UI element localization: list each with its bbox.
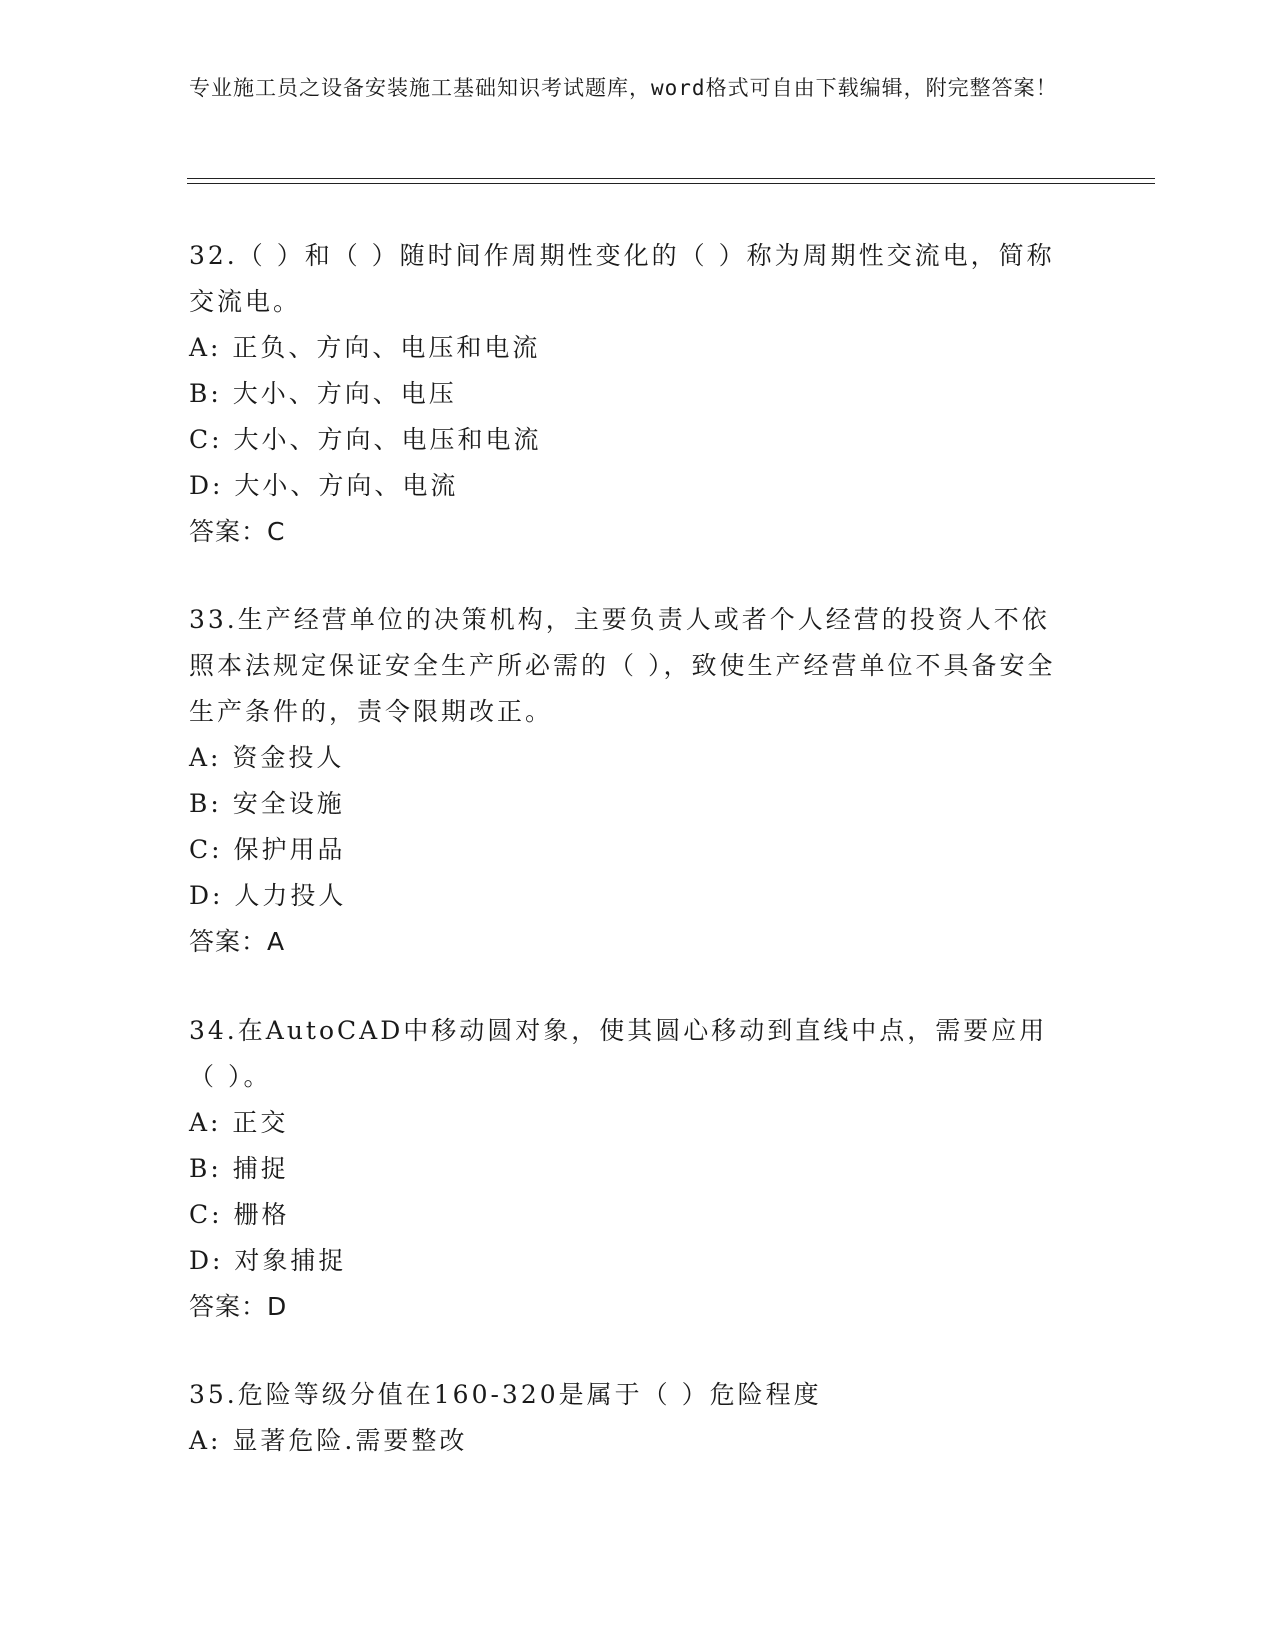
option-d: D: 人力投人 [189, 881, 347, 910]
question-stem: 33.生产经营单位的决策机构，主要负责人或者个人经营的投资人不依照本法规定保证安全生产所必需的（ ），致使生产经营单位不具备安全生产条件的，责令限期改正。 [189, 605, 1056, 726]
question-34 [189, 1008, 1069, 1330]
header-divider-top [187, 178, 1155, 179]
option-b: B: 安全设施 [189, 789, 345, 818]
option-c: C: 保护用品 [189, 835, 346, 864]
question-33 [189, 597, 1069, 965]
option-a: A: 资金投人 [189, 743, 345, 772]
document-header: 专业施工员之设备安装施工基础知识考试题库，word格式可自由下载编辑，附完整答案！ [189, 76, 1058, 100]
option-d: D: 对象捕捉 [189, 1246, 347, 1275]
option-list [189, 325, 1069, 509]
option-list [189, 735, 1069, 919]
question-stem: 35.危险等级分值在160-320是属于（ ）危险程度 [189, 1380, 822, 1409]
option-a: A: 显著危险.需要整改 [189, 1426, 468, 1455]
option-list [189, 1418, 1069, 1464]
question-stem: 34.在AutoCAD中移动圆对象，使其圆心移动到直线中点，需要应用（ ）。 [189, 1016, 1048, 1091]
option-list [189, 1100, 1069, 1284]
option-b: B: 捕捉 [189, 1154, 289, 1183]
question-stem: 32.（ ）和（ ）随时间作周期性变化的（ ）称为周期性交流电，简称交流电。 [189, 241, 1055, 316]
option-a: A: 正负、方向、电压和电流 [189, 333, 541, 362]
header-divider-bottom [187, 183, 1155, 184]
option-d: D: 大小、方向、电流 [189, 471, 459, 500]
option-b: B: 大小、方向、电压 [189, 379, 457, 408]
answer-line: 答案：C [189, 517, 286, 546]
question-32 [189, 233, 1069, 555]
question-35 [189, 1372, 1069, 1464]
option-a: A: 正交 [189, 1108, 289, 1137]
answer-line: 答案：D [189, 1292, 288, 1321]
option-c: C: 大小、方向、电压和电流 [189, 425, 542, 454]
answer-line: 答案：A [189, 927, 286, 956]
option-c: C: 栅格 [189, 1200, 290, 1229]
